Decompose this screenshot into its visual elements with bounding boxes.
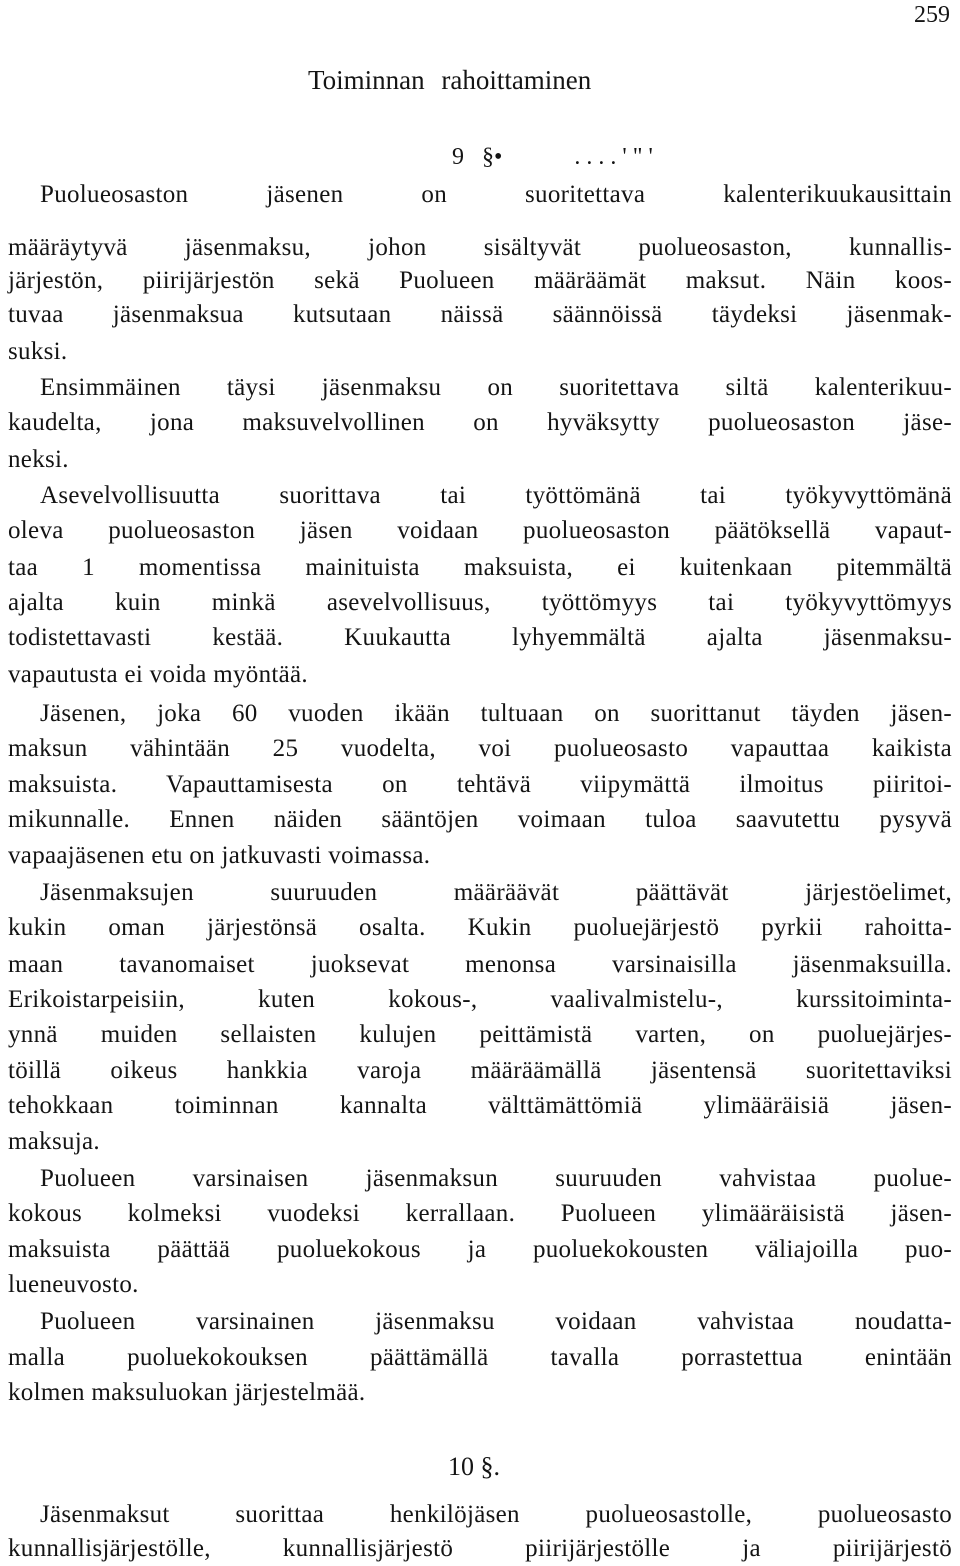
section-9-line: Ensimmäinen täysi jäsenmaksu on suoritettava siltä kalenterikuu- <box>40 374 952 401</box>
section-9-line: kukin oman järjestönsä osalta. Kukin puoluejärjestö pyrkii rahoitta- <box>8 914 952 941</box>
section-9-line: kaudelta, jona maksuvelvollinen on hyväksytty puolueosaston jäse- <box>8 409 952 436</box>
section-9-line: lueneuvosto. <box>8 1271 139 1298</box>
section-9-line: vapaajäsenen etu on jatkuvasti voimassa. <box>8 842 431 869</box>
section-9-line: neksi. <box>8 446 69 473</box>
section-9-line: suksi. <box>8 338 68 365</box>
section-9-line: taa 1 momentissa mainituista maksuista, ei kuitenkaan pitemmältä <box>8 554 952 581</box>
section-9-line: tehokkaan toiminnan kannalta välttämättömiä ylimääräisiä jäsen- <box>8 1092 952 1119</box>
section-heading: Toiminnan rahoittaminen <box>308 65 592 95</box>
section-9-line: maksuja. <box>8 1128 100 1155</box>
section-10-line: Jäsenmaksut suorittaa henkilöjäsen puolueosastolle, puolueosasto <box>40 1501 952 1528</box>
section-9-line: tuvaa jäsenmaksua kutsutaan näissä säännöissä täydeksi jäsenmak- <box>8 301 952 328</box>
section-9-line: maksuista päättää puoluekokous ja puoluekokousten väliajoilla puo- <box>8 1236 952 1263</box>
section-9-line: Erikoistarpeisiin, kuten kokous-, vaalivalmistelu-, kurssitoiminta- <box>8 986 952 1013</box>
section-9-line: kokous kolmeksi vuodeksi kerrallaan. Puolueen ylimääräisistä jäsen- <box>8 1200 952 1227</box>
section-10-line: kunnallisjärjestölle, kunnallisjärjestö piirijärjestölle ja piirijärjestö <box>8 1535 952 1562</box>
section-9-line: Puolueen varsinaisen jäsenmaksun suuruuden vahvistaa puolue- <box>40 1165 952 1192</box>
section-9-line: järjestön, piirijärjestön sekä Puolueen määräämät maksut. Näin koos- <box>8 267 952 294</box>
section-9-line: maksuista. Vapauttamisesta on tehtävä viipymättä ilmoitus piiritoi- <box>8 771 952 798</box>
section-9-line: Asevelvollisuutta suorittava tai työttömänä tai työkyvyttömänä <box>40 482 952 509</box>
section-9-line: oleva puolueosaston jäsen voidaan puolueosaston päätöksellä vapaut- <box>8 517 952 544</box>
section-9-line: todistettavasti kestää. Kuukautta lyhyemmältä ajalta jäsenmaksu- <box>8 624 952 651</box>
page-number: 259 <box>914 2 950 28</box>
section-9-line: malla puoluekokouksen päättämällä tavalla porrastettua enintään <box>8 1344 952 1371</box>
section-9-line: töillä oikeus hankkia varoja määräämällä jäsentensä suoritettaviksi <box>8 1057 952 1084</box>
section-9-line: ajalta kuin minkä asevelvollisuus, työttömyys tai työkyvyttömyys <box>8 589 952 616</box>
section-9-line: ynnä muiden sellaisten kulujen peittämistä varten, on puoluejärjes- <box>8 1021 952 1048</box>
section-9-line: vapautusta ei voida myöntää. <box>8 661 308 688</box>
section-9-line: määräytyvä jäsenmaksu, johon sisältyvät puolueosaston, kunnallis- <box>8 234 952 261</box>
section-9-line: kolmen maksuluokan järjestelmää. <box>8 1379 366 1406</box>
section-9-line: Puolueosaston jäsenen on suoritettava kalenterikuukausittain <box>40 181 952 208</box>
section-9-line: maan tavanomaiset juoksevat menonsa varsinaisilla jäsenmaksuilla. <box>8 951 952 978</box>
section-9-line: Jäsenmaksujen suuruuden määräävät päättävät järjestöelimet, <box>40 879 952 906</box>
section-9-line: mikunnalle. Ennen näiden sääntöjen voimaan tuloa saavutettu pysyvä <box>8 806 952 833</box>
section-10-mark: 10 §. <box>448 1452 500 1481</box>
section-9-line: maksun vähintään 25 vuodelta, voi puolueosasto vapauttaa kaikista <box>8 735 952 762</box>
section-9-line: Puolueen varsinainen jäsenmaksu voidaan vahvistaa noudatta- <box>40 1308 952 1335</box>
section-9-mark: 9 §• . . . . ' " ' <box>452 144 653 170</box>
section-9-line: Jäsenen, joka 60 vuoden ikään tultuaan on suorittanut täyden jäsen- <box>40 700 952 727</box>
